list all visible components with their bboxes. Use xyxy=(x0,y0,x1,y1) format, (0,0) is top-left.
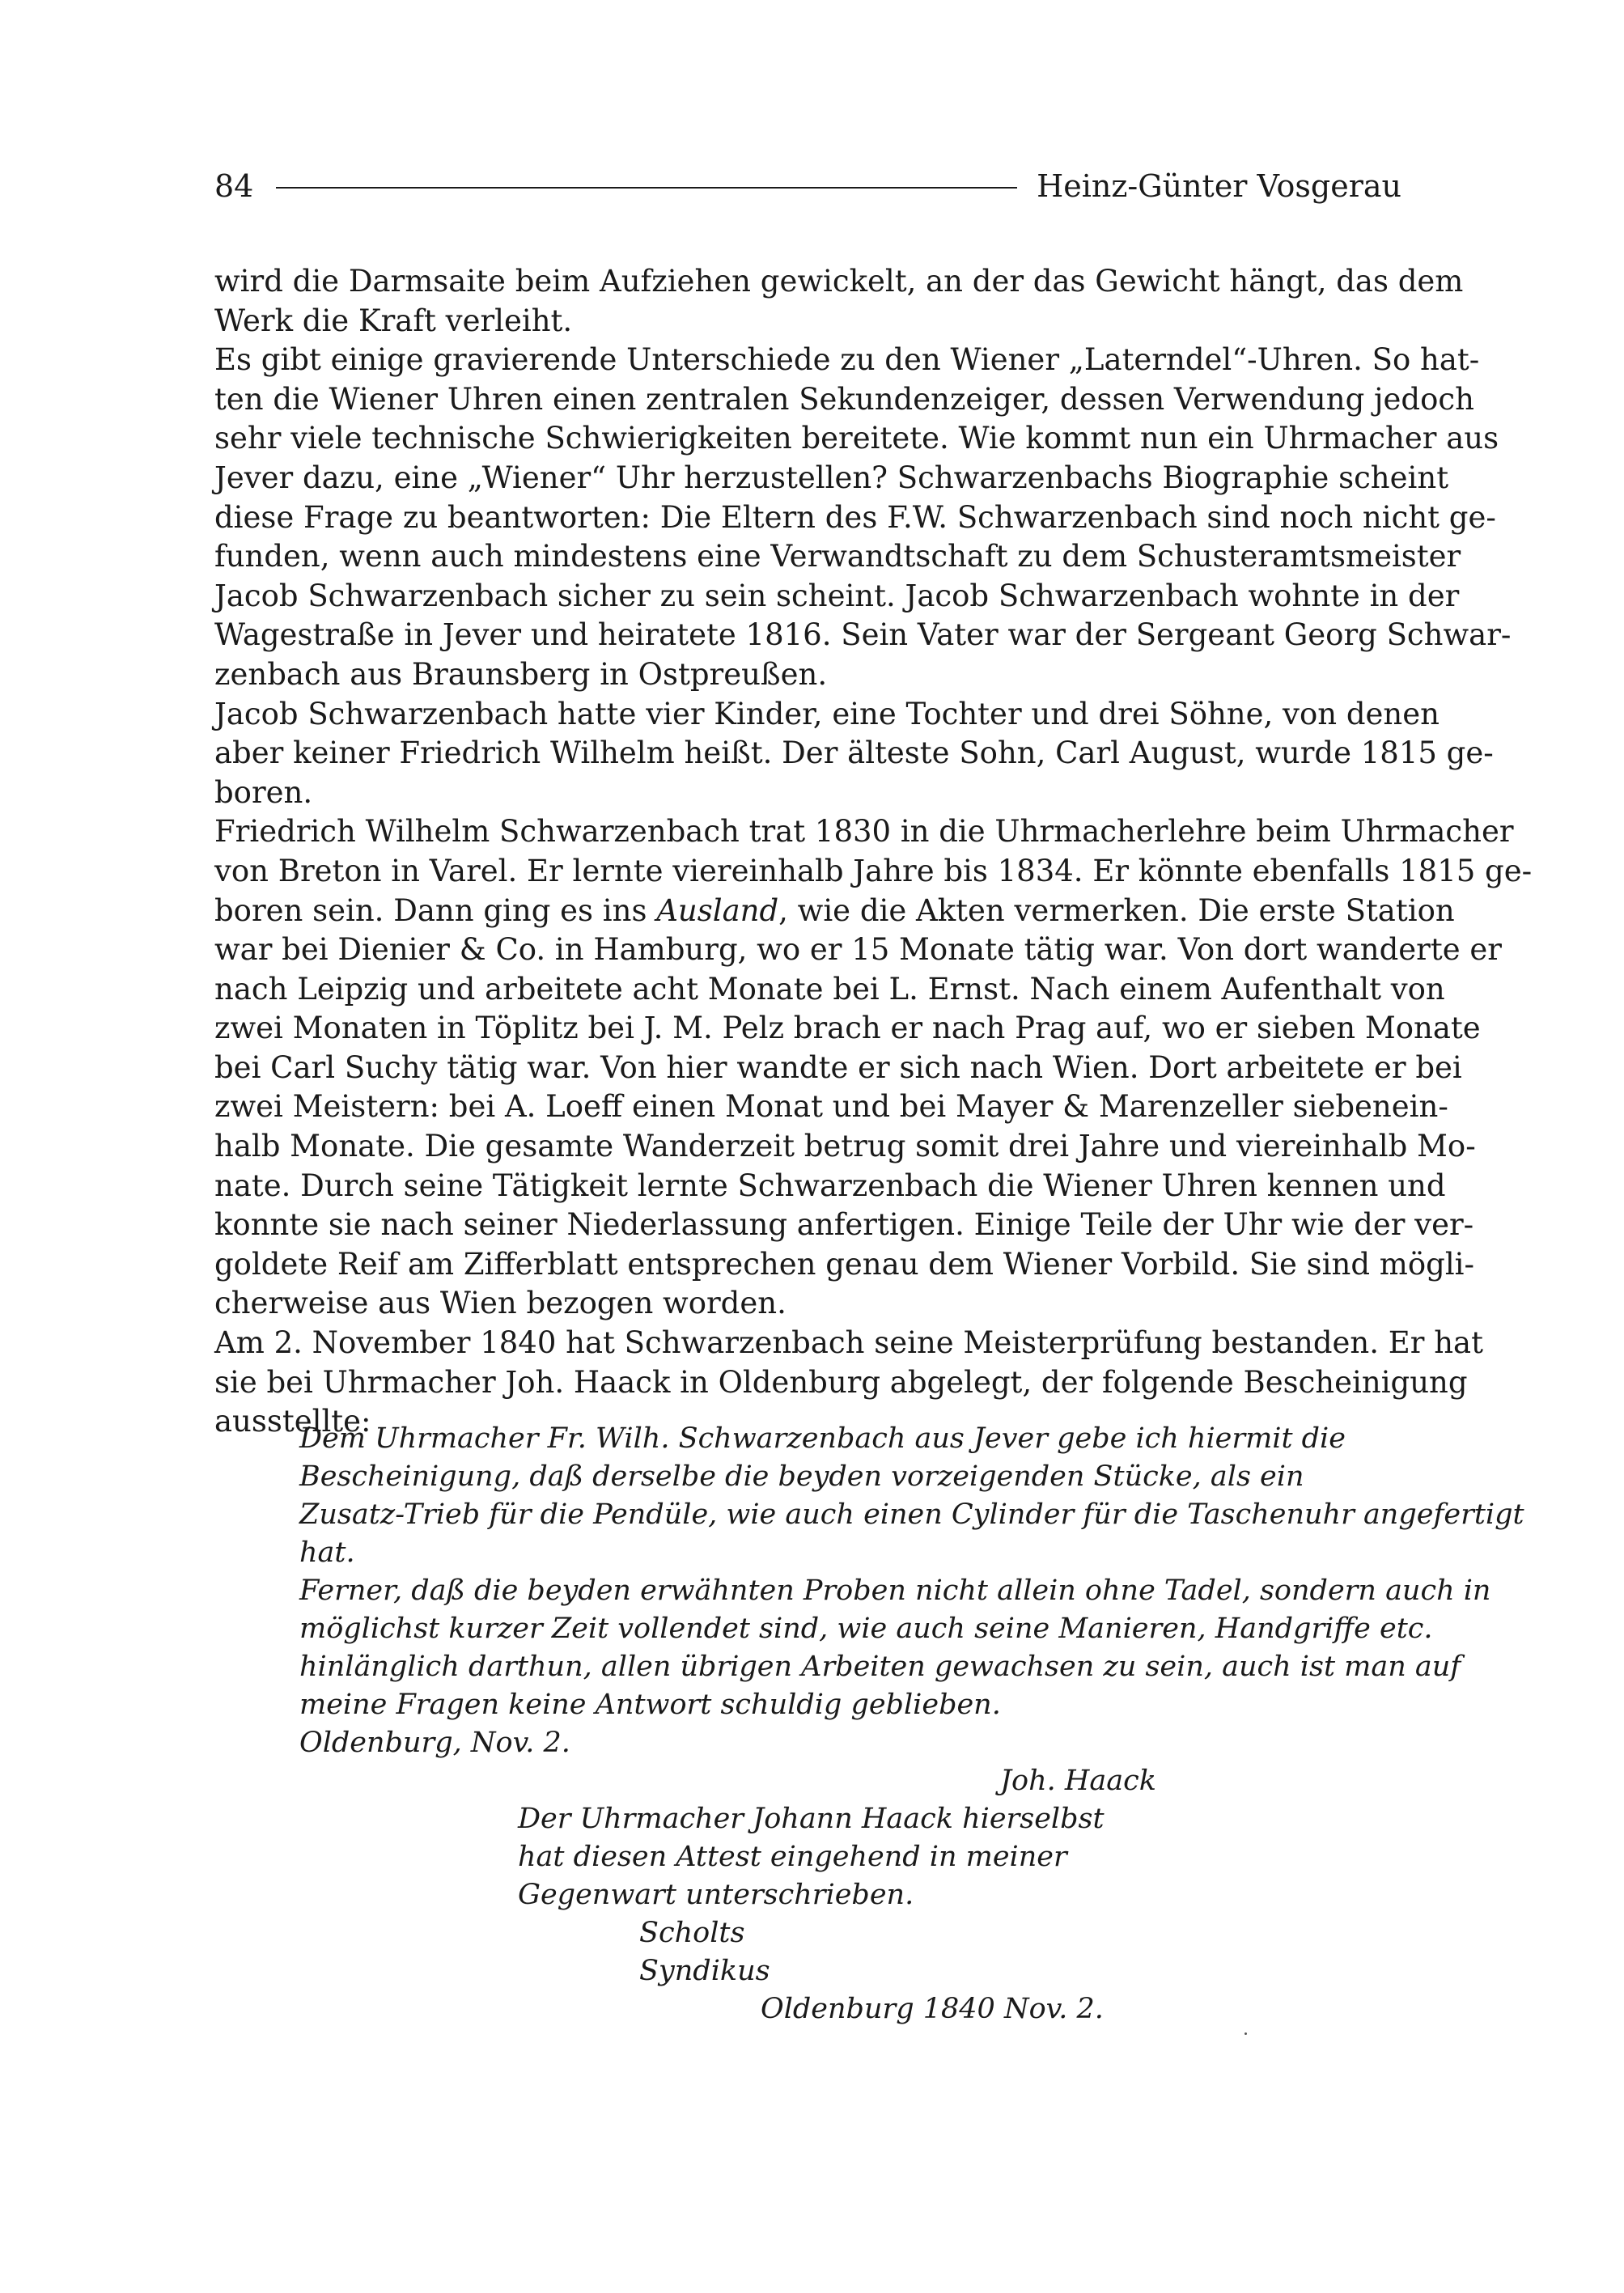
quote-line: Ferner, daß die beyden erwähnten Proben nicht allein ohne Tadel, sondern auch in xyxy=(299,1575,1491,1607)
body-line: ten die Wiener Uhren einen zentralen Sekundenzeiger, dessen Verwendung jedoch xyxy=(214,381,1474,417)
body-line: diese Frage zu beantworten: Die Eltern des F.W. Schwarzenbach sind noch nicht ge- xyxy=(214,499,1496,535)
page-header xyxy=(214,162,1401,210)
body-line: Es gibt einige gravierende Unterschiede zu den Wiener „Laterndel“-Uhren. So hat- xyxy=(214,342,1480,378)
signature: Joh. Haack xyxy=(1000,1765,1156,1797)
body-line: konnte sie nach seiner Niederlassung anfertigen. Einige Teile der Uhr wie der ver- xyxy=(214,1207,1474,1243)
body-line: Jacob Schwarzenbach hatte vier Kinder, eine Tochter und drei Söhne, von denen xyxy=(214,696,1440,731)
running-head: Heinz-Günter Vosgerau xyxy=(1037,168,1401,204)
quote-line: hat. xyxy=(299,1536,355,1569)
body-line: Friedrich Wilhelm Schwarzenbach trat 1830 in die Uhrmacherlehre beim Uhrmacher xyxy=(214,814,1514,850)
body-line: sehr viele technische Schwierigkeiten bereitete. Wie kommt nun ein Uhrmacher aus xyxy=(214,421,1499,456)
quote-line: meine Fragen keine Antwort schuldig geblieben. xyxy=(299,1689,1001,1721)
syndic-name: Scholts xyxy=(639,1917,745,1949)
body-line: zenbach aus Braunsberg in Ostpreußen. xyxy=(214,656,828,692)
header-rule xyxy=(276,187,1017,189)
body-line: cherweise aus Wien bezogen worden. xyxy=(214,1286,787,1321)
body-line: zwei Monaten in Töplitz bei J. M. Pelz brach er nach Prag auf, wo er sieben Monate xyxy=(214,1011,1481,1046)
body-line: nate. Durch seine Tätigkeit lernte Schwarzenbach die Wiener Uhren kennen und xyxy=(214,1168,1446,1203)
emphasis: Ausland xyxy=(656,892,779,928)
stray-mark xyxy=(1245,2032,1247,2035)
body-text xyxy=(214,262,1533,1442)
page-number: 84 xyxy=(214,168,254,204)
attest-line: Gegenwart unterschrieben. xyxy=(518,1879,914,1911)
attest-line: Der Uhrmacher Johann Haack hierselbst xyxy=(518,1803,1105,1835)
quote-line: Bescheinigung, daß derselbe die beyden vorzeigenden Stücke, als ein xyxy=(299,1460,1304,1493)
certificate-quote xyxy=(299,1420,1524,2028)
body-line: war bei Dienier & Co. in Hamburg, wo er 15 Monate tätig war. Von dort wanderte er xyxy=(214,932,1502,968)
body-line: wird die Darmsaite beim Aufziehen gewickelt, an der das Gewicht hängt, das dem xyxy=(214,264,1464,299)
body-line: goldete Reif am Zifferblatt entsprechen genau dem Wiener Vorbild. Sie sind mögli- xyxy=(214,1246,1474,1282)
quote-line: Zusatz-Trieb für die Pendüle, wie auch einen Cylinder für die Taschenuhr angefertigt xyxy=(299,1498,1524,1531)
body-line: bei Carl Suchy tätig war. Von hier wandte er sich nach Wien. Dort arbeitete er bei xyxy=(214,1049,1462,1085)
body-line: boren. xyxy=(214,774,313,810)
body-line: zwei Meistern: bei A. Loeff einen Monat und bei Mayer & Marenzeller siebenein- xyxy=(214,1089,1448,1125)
body-line: sie bei Uhrmacher Joh. Haack in Oldenburg abgelegt, der folgende Bescheinigung xyxy=(214,1364,1468,1400)
body-line: funden, wenn auch mindestens eine Verwandtschaft zu dem Schusteramtsmeister xyxy=(214,539,1461,574)
body-line: aber keiner Friedrich Wilhelm heißt. Der älteste Sohn, Carl August, wurde 1815 ge- xyxy=(214,735,1494,771)
body-line: Am 2. November 1840 hat Schwarzenbach seine Meisterprüfung bestanden. Er hat xyxy=(214,1325,1483,1361)
body-line: ausstellte: xyxy=(214,1404,371,1439)
quote-line: hinlänglich darthun, allen übrigen Arbeiten gewachsen zu sein, auch ist man auf xyxy=(299,1651,1461,1683)
body-line: halb Monate. Die gesamte Wanderzeit betrug somit drei Jahre und viereinhalb Mo- xyxy=(214,1129,1476,1164)
body-line: boren sein. Dann ging es ins Ausland, wie die Akten vermerken. Die erste Station xyxy=(214,892,1455,928)
body-line: Werk die Kraft verleiht. xyxy=(214,303,573,338)
body-line: von Breton in Varel. Er lernte viereinhalb Jahre bis 1834. Er könnte ebenfalls 1815 ge- xyxy=(214,853,1533,888)
body-line: nach Leipzig und arbeitete acht Monate bei L. Ernst. Nach einem Aufenthalt von xyxy=(214,971,1445,1007)
quote-line: möglichst kurzer Zeit vollendet sind, wie auch seine Manieren, Handgriffe etc. xyxy=(299,1613,1433,1645)
body-line: Jever dazu, eine „Wiener“ Uhr herzustellen? Schwarzenbachs Biographie scheint xyxy=(214,460,1449,495)
quote-line: Dem Uhrmacher Fr. Wilh. Schwarzenbach aus Jever gebe ich hiermit die xyxy=(299,1422,1346,1455)
syndic-title: Syndikus xyxy=(639,1955,770,1987)
attest-line: hat diesen Attest eingehend in meiner xyxy=(518,1841,1067,1873)
quote-line: Oldenburg, Nov. 2. xyxy=(299,1727,570,1759)
body-line: Wagestraße in Jever und heiratete 1816. Sein Vater war der Sergeant Georg Schwar- xyxy=(214,617,1512,653)
closing-date: Oldenburg 1840 Nov. 2. xyxy=(761,1993,1104,2025)
body-line: Jacob Schwarzenbach sicher zu sein scheint. Jacob Schwarzenbach wohnte in der xyxy=(214,578,1460,613)
